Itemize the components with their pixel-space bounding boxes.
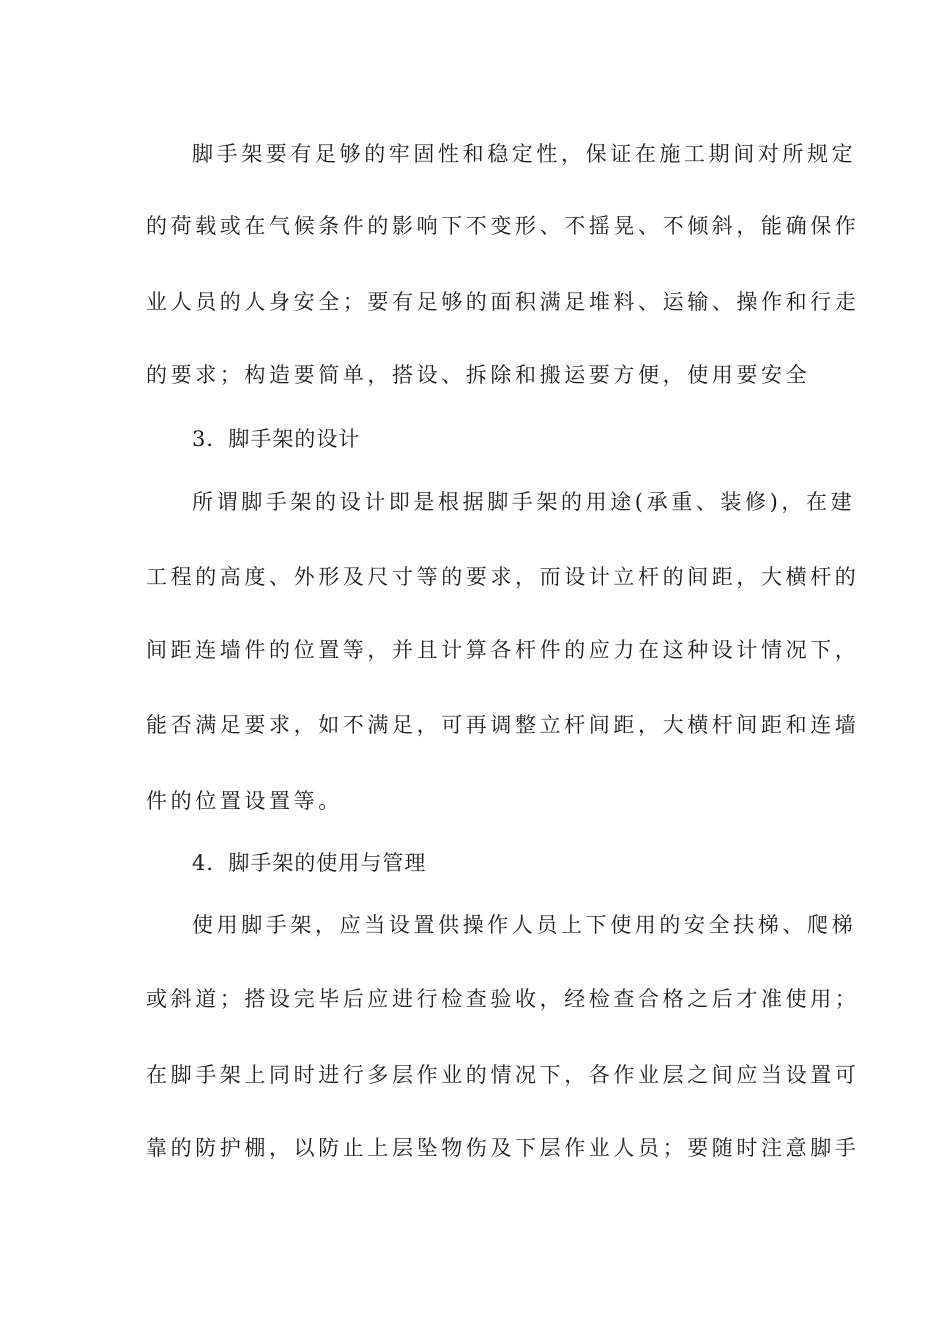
paragraph-1-line-3: 业人员的人身安全；要有足够的面积满足堆料、运输、操作和行走 — [146, 290, 860, 314]
section-heading-4: 4．脚手架的使用与管理 — [192, 851, 427, 875]
paragraph-3-line-3: 在脚手架上同时进行多层作业的情况下，各作业层之间应当设置可 — [146, 1063, 860, 1087]
paragraph-3-line-4: 靠的防护棚，以防止上层坠物伤及下层作业人员；要随时注意脚手 — [146, 1136, 860, 1160]
paragraph-1-line-1: 脚手架要有足够的牢固性和稳定性，保证在施工期间对所规定 — [192, 142, 857, 166]
paragraph-2-line-3: 间距连墙件的位置等，并且计算各杆件的应力在这种设计情况下， — [146, 638, 860, 662]
paragraph-2-line-4: 能否满足要求，如不满足，可再调整立杆间距，大横杆间距和连墙 — [146, 713, 860, 737]
paragraph-2-line-2: 工程的高度、外形及尺寸等的要求，而设计立杆的间距，大横杆的 — [146, 565, 860, 589]
paragraph-1-line-2: 的荷载或在气候条件的影响下不变形、不摇晃、不倾斜，能确保作 — [146, 214, 860, 238]
paragraph-1-line-4: 的要求；构造要简单，搭设、拆除和搬运要方便，使用要安全 — [146, 363, 811, 387]
section-heading-3: 3．脚手架的设计 — [192, 427, 361, 451]
paragraph-3-line-2: 或斜道；搭设完毕后应进行检查验收，经检查合格之后才准使用； — [146, 987, 860, 1011]
paragraph-3-line-1: 使用脚手架，应当设置供操作人员上下使用的安全扶梯、爬梯 — [192, 913, 857, 937]
paragraph-2-line-5: 件的位置设置等。 — [146, 789, 343, 813]
paragraph-2-line-1: 所谓脚手架的设计即是根据脚手架的用途(承重、装修)，在建 — [192, 490, 856, 514]
